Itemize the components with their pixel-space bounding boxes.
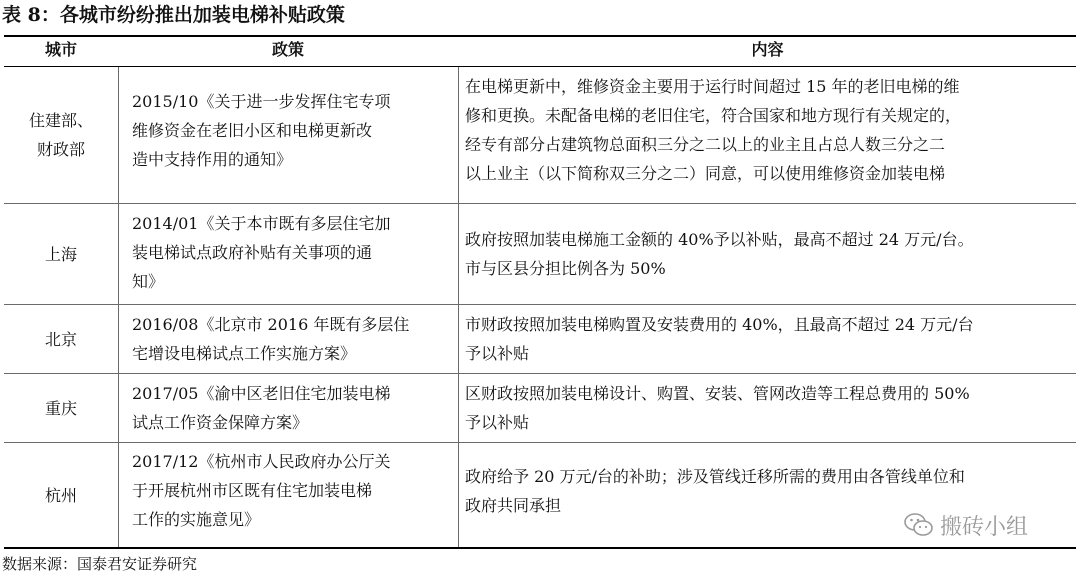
data-source-note: 数据来源：国泰君安证券研究 (2, 555, 198, 573)
header-bottom-rule (4, 66, 1076, 67)
header-content: 内容 (751, 40, 784, 59)
content-line: 在电梯更新中，维修资金主要用于运行时间超过 15 年的老旧电梯的维 (465, 77, 960, 96)
content-line: 市财政按照加装电梯购置及安装费用的 40%，且最高不超过 24 万元/台 (465, 315, 974, 334)
header-policy: 政策 (271, 40, 304, 59)
policy-line: 2017/12《杭州市人民政府办公厅关 (132, 452, 391, 471)
row-policy (132, 209, 442, 296)
header-city: 城市 (44, 40, 77, 59)
row-content (465, 310, 1070, 368)
wechat-icon (904, 512, 934, 538)
content-line: 经专有部分占建筑物总面积三分之二以上的业主且占总人数三分之二 (465, 135, 946, 154)
policy-line: 装电梯试点政府补贴有关事项的通 (132, 243, 373, 262)
policy-line: 维修资金在老旧小区和电梯更新改 (132, 121, 373, 140)
policy-line: 2015/10《关于进一步发挥住宅专项 (132, 92, 391, 111)
row-policy (132, 87, 442, 174)
row-city (4, 305, 118, 373)
content-line: 予以补贴 (465, 344, 530, 363)
row-content (465, 72, 1070, 188)
column-divider (118, 67, 119, 547)
policy-line: 于开展杭州市区既有住宅加装电梯 (132, 481, 373, 500)
row-content (465, 225, 1070, 283)
policy-line: 2017/05《渝中区老旧住宅加装电梯 (132, 384, 391, 403)
city-line: 重庆 (44, 398, 77, 418)
row-city (4, 374, 118, 442)
row-policy (132, 379, 442, 437)
content-line: 政府共同承担 (465, 496, 562, 515)
policy-line: 2016/08《北京市 2016 年既有多层住 (132, 315, 410, 334)
policy-line: 2014/01《关于本市既有多层住宅加 (132, 214, 391, 233)
table-title: 表 8：各城市纷纷推出加装电梯补贴政策 (2, 4, 345, 26)
policy-line: 工作的实施意见》 (132, 510, 261, 529)
row-policy (132, 310, 442, 368)
city-line: 杭州 (44, 485, 77, 505)
content-line: 以上业主（以下简称双三分之二）同意，可以使用维修资金加装电梯 (465, 164, 946, 183)
content-line: 政府按照加装电梯施工金额的 40%予以补贴，最高不超过 24 万元/台。 (465, 230, 974, 249)
row-divider (4, 442, 1076, 443)
row-divider (4, 203, 1076, 204)
content-line: 政府给予 20 万元/台的补助；涉及管线迁移所需的费用由各管线单位和 (465, 467, 965, 486)
city-line: 住建部、 (28, 111, 93, 130)
row-city (4, 443, 118, 547)
content-line: 区财政按照加装电梯设计、购置、安装、管网改造等工程总费用的 50% (465, 384, 970, 403)
table-top-rule (4, 35, 1076, 37)
city-line: 北京 (44, 329, 77, 349)
row-content (465, 379, 1070, 437)
watermark-text: 搬砖小组 (940, 514, 1029, 540)
row-divider (4, 304, 1076, 305)
content-line: 修和更换。未配备电梯的老旧住宅，符合国家和地方现行有关规定的， (465, 106, 962, 125)
column-divider (458, 67, 459, 547)
watermark (904, 510, 1028, 540)
row-city (4, 67, 118, 203)
content-line: 予以补贴 (465, 413, 530, 432)
policy-line: 造中支持作用的通知》 (132, 150, 293, 169)
policy-line: 试点工作资金保障方案》 (132, 413, 309, 432)
policy-line: 宅增设电梯试点工作实施方案》 (132, 344, 357, 363)
city-line: 上海 (44, 244, 77, 264)
table-bottom-rule (4, 547, 1076, 549)
content-line: 市与区县分担比例各为 50% (465, 259, 666, 278)
city-line: 财政部 (36, 140, 85, 159)
row-city (4, 204, 118, 304)
row-policy (132, 447, 442, 534)
row-divider (4, 373, 1076, 374)
policy-line: 知》 (132, 272, 165, 291)
